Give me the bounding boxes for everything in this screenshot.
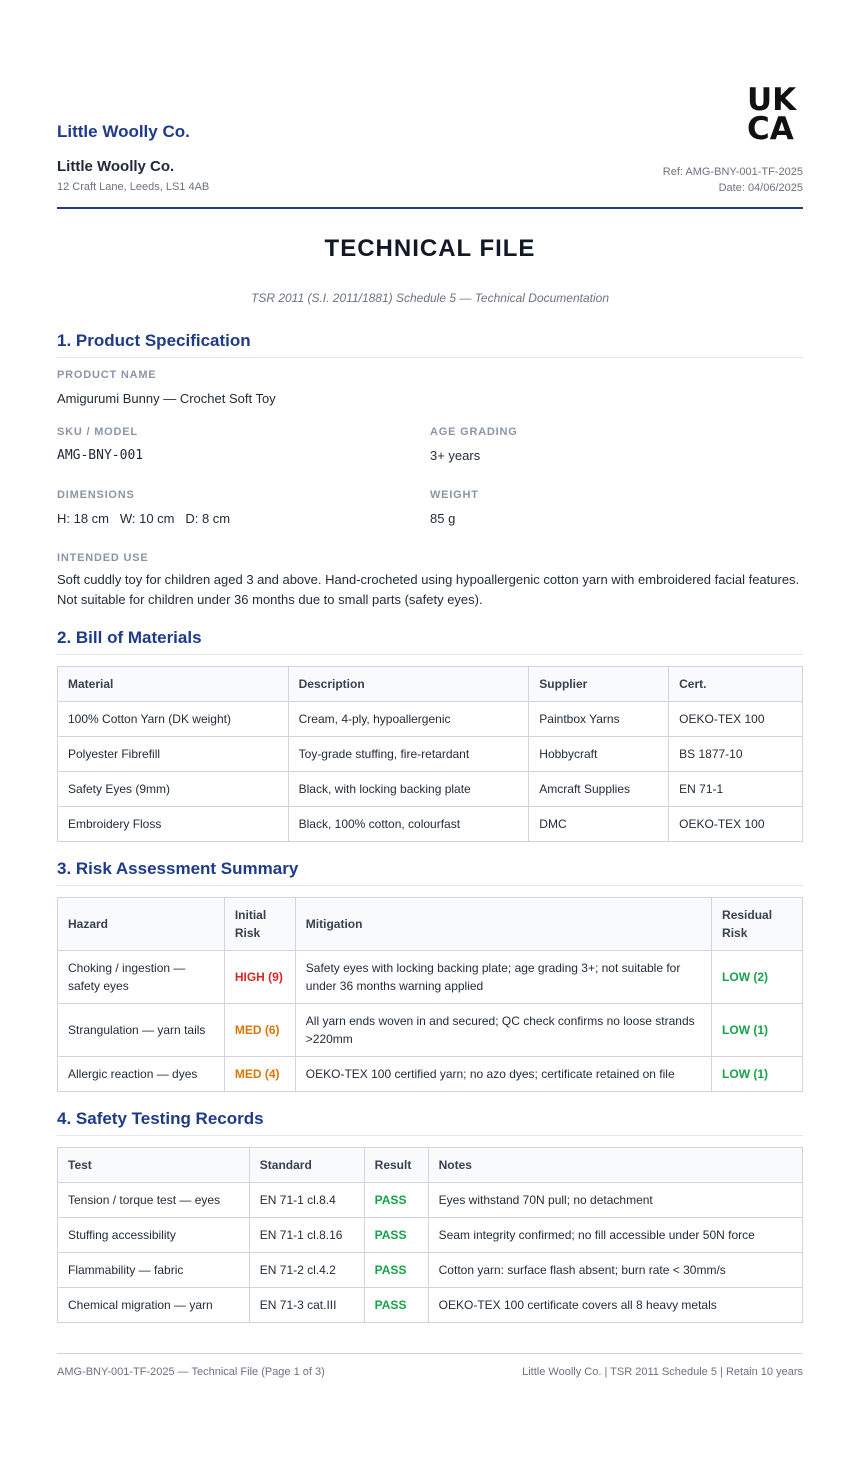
table-cell: EN 71-2 cl.4.2 — [249, 1253, 364, 1288]
table-cell: Strangulation — yarn tails — [58, 1004, 225, 1057]
risk-badge: MED (6) — [224, 1004, 295, 1057]
table-cell: 100% Cotton Yarn (DK weight) — [58, 702, 289, 737]
table-cell: OEKO-TEX 100 — [669, 807, 803, 842]
sku-value: AMG-BNY-001 — [57, 448, 144, 463]
column-header: Initial Risk — [224, 898, 295, 951]
column-header: Mitigation — [295, 898, 711, 951]
section-heading: 4. Safety Testing Records — [57, 1109, 803, 1136]
table-row — [58, 1057, 803, 1092]
table-cell: Polyester Fibrefill — [58, 737, 289, 772]
svg-text:UK: UK — [747, 84, 797, 118]
table-cell: EN 71-1 cl.8.4 — [249, 1183, 364, 1218]
column-header: Material — [58, 667, 289, 702]
dimensions-value: H: 18 cm W: 10 cm D: 8 cm — [57, 511, 231, 526]
risk-badge: HIGH (9) — [224, 951, 295, 1004]
table-cell: EN 71-1 — [669, 772, 803, 807]
company-address: 12 Craft Lane, Leeds, LS1 4AB — [57, 181, 210, 193]
risk-badge: LOW (1) — [712, 1057, 803, 1092]
product-name-value: Amigurumi Bunny — Crochet Soft Toy — [57, 391, 276, 406]
table-row — [58, 772, 803, 807]
result-badge: PASS — [364, 1288, 428, 1323]
table-row — [58, 1004, 803, 1057]
risk-badge: MED (4) — [224, 1057, 295, 1092]
table-cell: Chemical migration — yarn — [58, 1288, 250, 1323]
product-specification-section — [57, 331, 803, 610]
bill-of-materials-section — [57, 628, 803, 842]
table-row — [58, 737, 803, 772]
table-row — [58, 951, 803, 1004]
brand-name: Little Woolly Co. — [57, 122, 190, 141]
table-row — [58, 1253, 803, 1288]
column-header: Cert. — [669, 667, 803, 702]
dimensions-label: DIMENSIONS — [57, 489, 135, 501]
result-badge: PASS — [364, 1253, 428, 1288]
table-cell: Cream, 4-ply, hypoallergenic — [288, 702, 529, 737]
risk-badge: LOW (2) — [712, 951, 803, 1004]
risk-assessment-section — [57, 859, 803, 1092]
testing-table — [57, 1147, 803, 1323]
sku-label: SKU / MODEL — [57, 426, 138, 438]
column-header: Test — [58, 1148, 250, 1183]
document-header — [57, 0, 803, 210]
table-cell: Hobbycraft — [529, 737, 669, 772]
age-grading-label: AGE GRADING — [430, 426, 518, 438]
table-cell: Black, 100% cotton, colourfast — [288, 807, 529, 842]
page-title: TECHNICAL FILE — [324, 235, 536, 262]
ukca-mark-icon — [747, 84, 803, 142]
table-row — [58, 1288, 803, 1323]
page-subtitle: TSR 2011 (S.I. 2011/1881) Schedule 5 — Technical Documentation — [251, 291, 609, 305]
table-row — [58, 807, 803, 842]
column-header: Result — [364, 1148, 428, 1183]
section-heading: 1. Product Specification — [57, 331, 803, 358]
table-cell: Black, with locking backing plate — [288, 772, 529, 807]
table-cell: OEKO-TEX 100 certificate covers all 8 heavy metals — [428, 1288, 802, 1323]
column-header: Hazard — [58, 898, 225, 951]
column-header: Residual Risk — [712, 898, 803, 951]
table-header-row — [58, 1148, 803, 1183]
risk-table — [57, 897, 803, 1092]
intended-use-value: Soft cuddly toy for children aged 3 and above. Hand-crocheted using hypoallergenic cotton yarn with embroidered facial features. Not suitable for children under 36 months due to small parts (safety eyes). — [57, 572, 800, 607]
section-heading: 3. Risk Assessment Summary — [57, 859, 803, 886]
table-cell: Flammability — fabric — [58, 1253, 250, 1288]
section-heading: 2. Bill of Materials — [57, 628, 803, 655]
document-date: Date: 04/06/2025 — [718, 182, 803, 194]
safety-testing-section — [57, 1109, 803, 1323]
weight-value: 85 g — [430, 511, 456, 526]
result-badge: PASS — [364, 1183, 428, 1218]
footer-divider — [57, 1353, 803, 1354]
table-cell: Safety Eyes (9mm) — [58, 772, 289, 807]
footer-document-info: AMG-BNY-001-TF-2025 — Technical File (Page 1 of 3) — [57, 1366, 325, 1378]
table-cell: Amcraft Supplies — [529, 772, 669, 807]
company-name: Little Woolly Co. — [57, 158, 175, 175]
svg-text:CA: CA — [747, 111, 794, 142]
table-header-row — [58, 667, 803, 702]
table-cell: Allergic reaction — dyes — [58, 1057, 225, 1092]
table-cell: Choking / ingestion — safety eyes — [58, 951, 225, 1004]
table-cell: OEKO-TEX 100 — [669, 702, 803, 737]
table-cell: DMC — [529, 807, 669, 842]
table-cell: OEKO-TEX 100 certified yarn; no azo dyes; certificate retained on file — [295, 1057, 711, 1092]
intended-use-label: INTENDED USE — [57, 552, 149, 564]
risk-badge: LOW (1) — [712, 1004, 803, 1057]
table-header-row — [58, 898, 803, 951]
product-name-label: PRODUCT NAME — [57, 369, 157, 381]
table-row — [58, 1218, 803, 1253]
table-cell: Cotton yarn: surface flash absent; burn rate < 30mm/s — [428, 1253, 802, 1288]
table-cell: Tension / torque test — eyes — [58, 1183, 250, 1218]
age-grading-value: 3+ years — [430, 448, 481, 463]
column-header: Standard — [249, 1148, 364, 1183]
weight-label: WEIGHT — [430, 489, 479, 501]
table-row — [58, 1183, 803, 1218]
column-header: Notes — [428, 1148, 802, 1183]
table-cell: All yarn ends woven in and secured; QC check confirms no loose strands >220mm — [295, 1004, 711, 1057]
result-badge: PASS — [364, 1218, 428, 1253]
bom-table — [57, 666, 803, 842]
table-cell: BS 1877-10 — [669, 737, 803, 772]
column-header: Description — [288, 667, 529, 702]
header-divider — [57, 207, 803, 209]
column-header: Supplier — [529, 667, 669, 702]
table-cell: Paintbox Yarns — [529, 702, 669, 737]
table-row — [58, 702, 803, 737]
footer-retention-info: Little Woolly Co. | TSR 2011 Schedule 5 | Retain 10 years — [522, 1366, 803, 1378]
table-cell: Stuffing accessibility — [58, 1218, 250, 1253]
table-cell: EN 71-1 cl.8.16 — [249, 1218, 364, 1253]
reference-number: Ref: AMG-BNY-001-TF-2025 — [662, 166, 803, 178]
table-cell: Safety eyes with locking backing plate; age grading 3+; not suitable for under 36 months warning applied — [295, 951, 711, 1004]
table-cell: Embroidery Floss — [58, 807, 289, 842]
table-cell: Seam integrity confirmed; no fill accessible under 50N force — [428, 1218, 802, 1253]
table-cell: Eyes withstand 70N pull; no detachment — [428, 1183, 802, 1218]
technical-file-page — [57, 0, 803, 1323]
table-cell: EN 71-3 cat.III — [249, 1288, 364, 1323]
table-cell: Toy-grade stuffing, fire-retardant — [288, 737, 529, 772]
